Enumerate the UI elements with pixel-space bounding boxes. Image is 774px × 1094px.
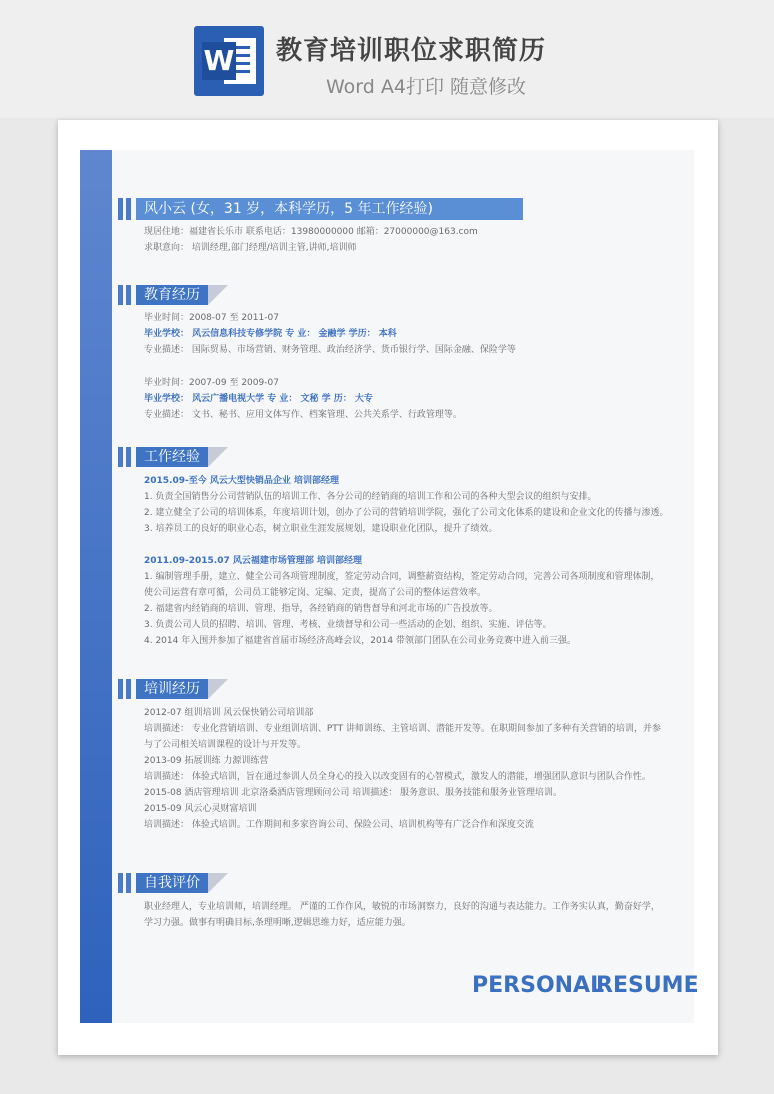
work-2-head: 2011.09-2015.07 风云福建市场管理部 培训部经理 — [144, 556, 362, 566]
training-line: 2013-09 拓展训练 力源训练营 — [144, 756, 269, 766]
name-line: 风小云 (女，31 岁，本科学历，5 年工作经验) — [136, 198, 523, 220]
self-eval-line: 学习力强。做事有明确目标,条理明晰,逻辑思维力好，适应能力强。 — [144, 918, 411, 928]
banner — [0, 0, 774, 118]
work-1-head: 2015.09-至今 风云大型快销品企业 培训部经理 — [144, 476, 339, 486]
contact-info: 现居住地：福建省长乐市 联系电话：13980000000 邮箱：27000000@163.com — [144, 227, 478, 237]
word-logo-letter: W — [202, 42, 236, 80]
work-1-line: 2. 建立健全了公司的培训体系，年度培训计划，创办了公司的营销培训学院，强化了公司文化体系的建设和企业文化的传播与渗透。 — [144, 508, 669, 518]
work-2-line: 4. 2014 年入围并参加了福建省首届市场经济高峰会议，2014 带领部门团队在公司业务竞赛中进入前三强。 — [144, 636, 576, 646]
sidebar-stripe — [80, 150, 112, 1023]
work-1-line: 1. 负责全国销售分公司营销队伍的培训工作、各分公司的经销商的培训工作和公司的各种大型会议的组织与安排。 — [144, 492, 597, 502]
edu-1-time: 毕业时间：2008-07 至 2011-07 — [144, 313, 279, 323]
word-logo-icon — [194, 26, 264, 96]
work-2-line: 3. 负责公司人员的招聘、培训、管理、考核、业绩督导和公司一些活动的企划、组织、实施、评估等。 — [144, 620, 552, 630]
section-title: 自我评价 — [136, 873, 208, 893]
training-line: 培训描述： 专业化营销培训、专业组训培训、PTT 讲师训练、主管培训、潜能开发等。在职期间参加了多种有关营销的培训，并参 — [144, 724, 661, 734]
edu-2-time: 毕业时间：2007-09 至 2009-07 — [144, 378, 279, 388]
work-2-line: 2. 福建省内经销商的培训、管理、指导，各经销商的销售督导和河北市场的广告投放等。 — [144, 604, 498, 614]
edu-1-desc: 专业描述： 国际贸易、市场营销、财务管理、政治经济学、货币银行学、国际金融、保险学等 — [144, 345, 516, 355]
banner-subtitle: Word A4打印 随意修改 — [326, 76, 527, 98]
footer-personal: PERSONAL — [472, 973, 605, 998]
footer-resume: RESUME — [596, 973, 699, 998]
edu-1-school: 毕业学校： 风云信息科技专修学院 专 业： 金融学 学历： 本科 — [144, 329, 397, 339]
section-title: 培训经历 — [136, 679, 208, 699]
edu-2-desc: 专业描述： 文书、秘书、应用文体写作、档案管理、公共关系学、行政管理等。 — [144, 410, 462, 420]
section-title: 工作经验 — [136, 447, 208, 467]
training-line: 2015-09 风云心灵财富培训 — [144, 804, 257, 814]
training-line: 培训描述： 体验式培训，旨在通过参训人员全身心的投入以改变固有的心智模式，激发人的潜能，增强团队意识与团队合作性。 — [144, 772, 651, 782]
work-2-line: 使公司运营有章可循，公司员工能够定岗、定编、定责，提高了公司的整体运营效率。 — [144, 588, 487, 598]
self-eval-line: 职业经理人，专业培训师，培训经理。 严谨的工作作风，敏锐的市场洞察力，良好的沟通与表达能力。工作务实认真，勤奋好学， — [144, 902, 660, 912]
training-line: 2012-07 组训培训 风云保快销公司培训部 — [144, 708, 314, 718]
training-line: 与了公司相关培训课程的设计与开发等。 — [144, 740, 307, 750]
section-title: 教育经历 — [136, 285, 208, 305]
training-line: 2015-08 酒店管理培训 北京洛桑酒店管理顾问公司 培训描述： 服务意识、服务技能和服务业管理培训。 — [144, 788, 563, 798]
work-1-line: 3. 培养员工的良好的职业心态，树立职业生涯发展规划，建设职业化团队，提升了绩效。 — [144, 524, 498, 534]
edu-2-school: 毕业学校： 风云广播电视大学 专 业： 文秘 学 历： 大专 — [144, 394, 373, 404]
training-line: 培训描述： 体验式培训。工作期间和多家咨询公司、保险公司、培训机构等有广泛合作和深度交流 — [144, 820, 534, 830]
work-2-line: 1. 编制管理手册，建立、健全公司各项管理制度，签定劳动合同，调整薪资结构，签定劳动合同，完善公司各项制度和管理体制， — [144, 572, 660, 582]
job-intention: 求职意向： 培训经理,部门经理/培训主管,讲师,培训师 — [144, 243, 357, 253]
banner-title: 教育培训职位求职简历 — [276, 36, 547, 66]
